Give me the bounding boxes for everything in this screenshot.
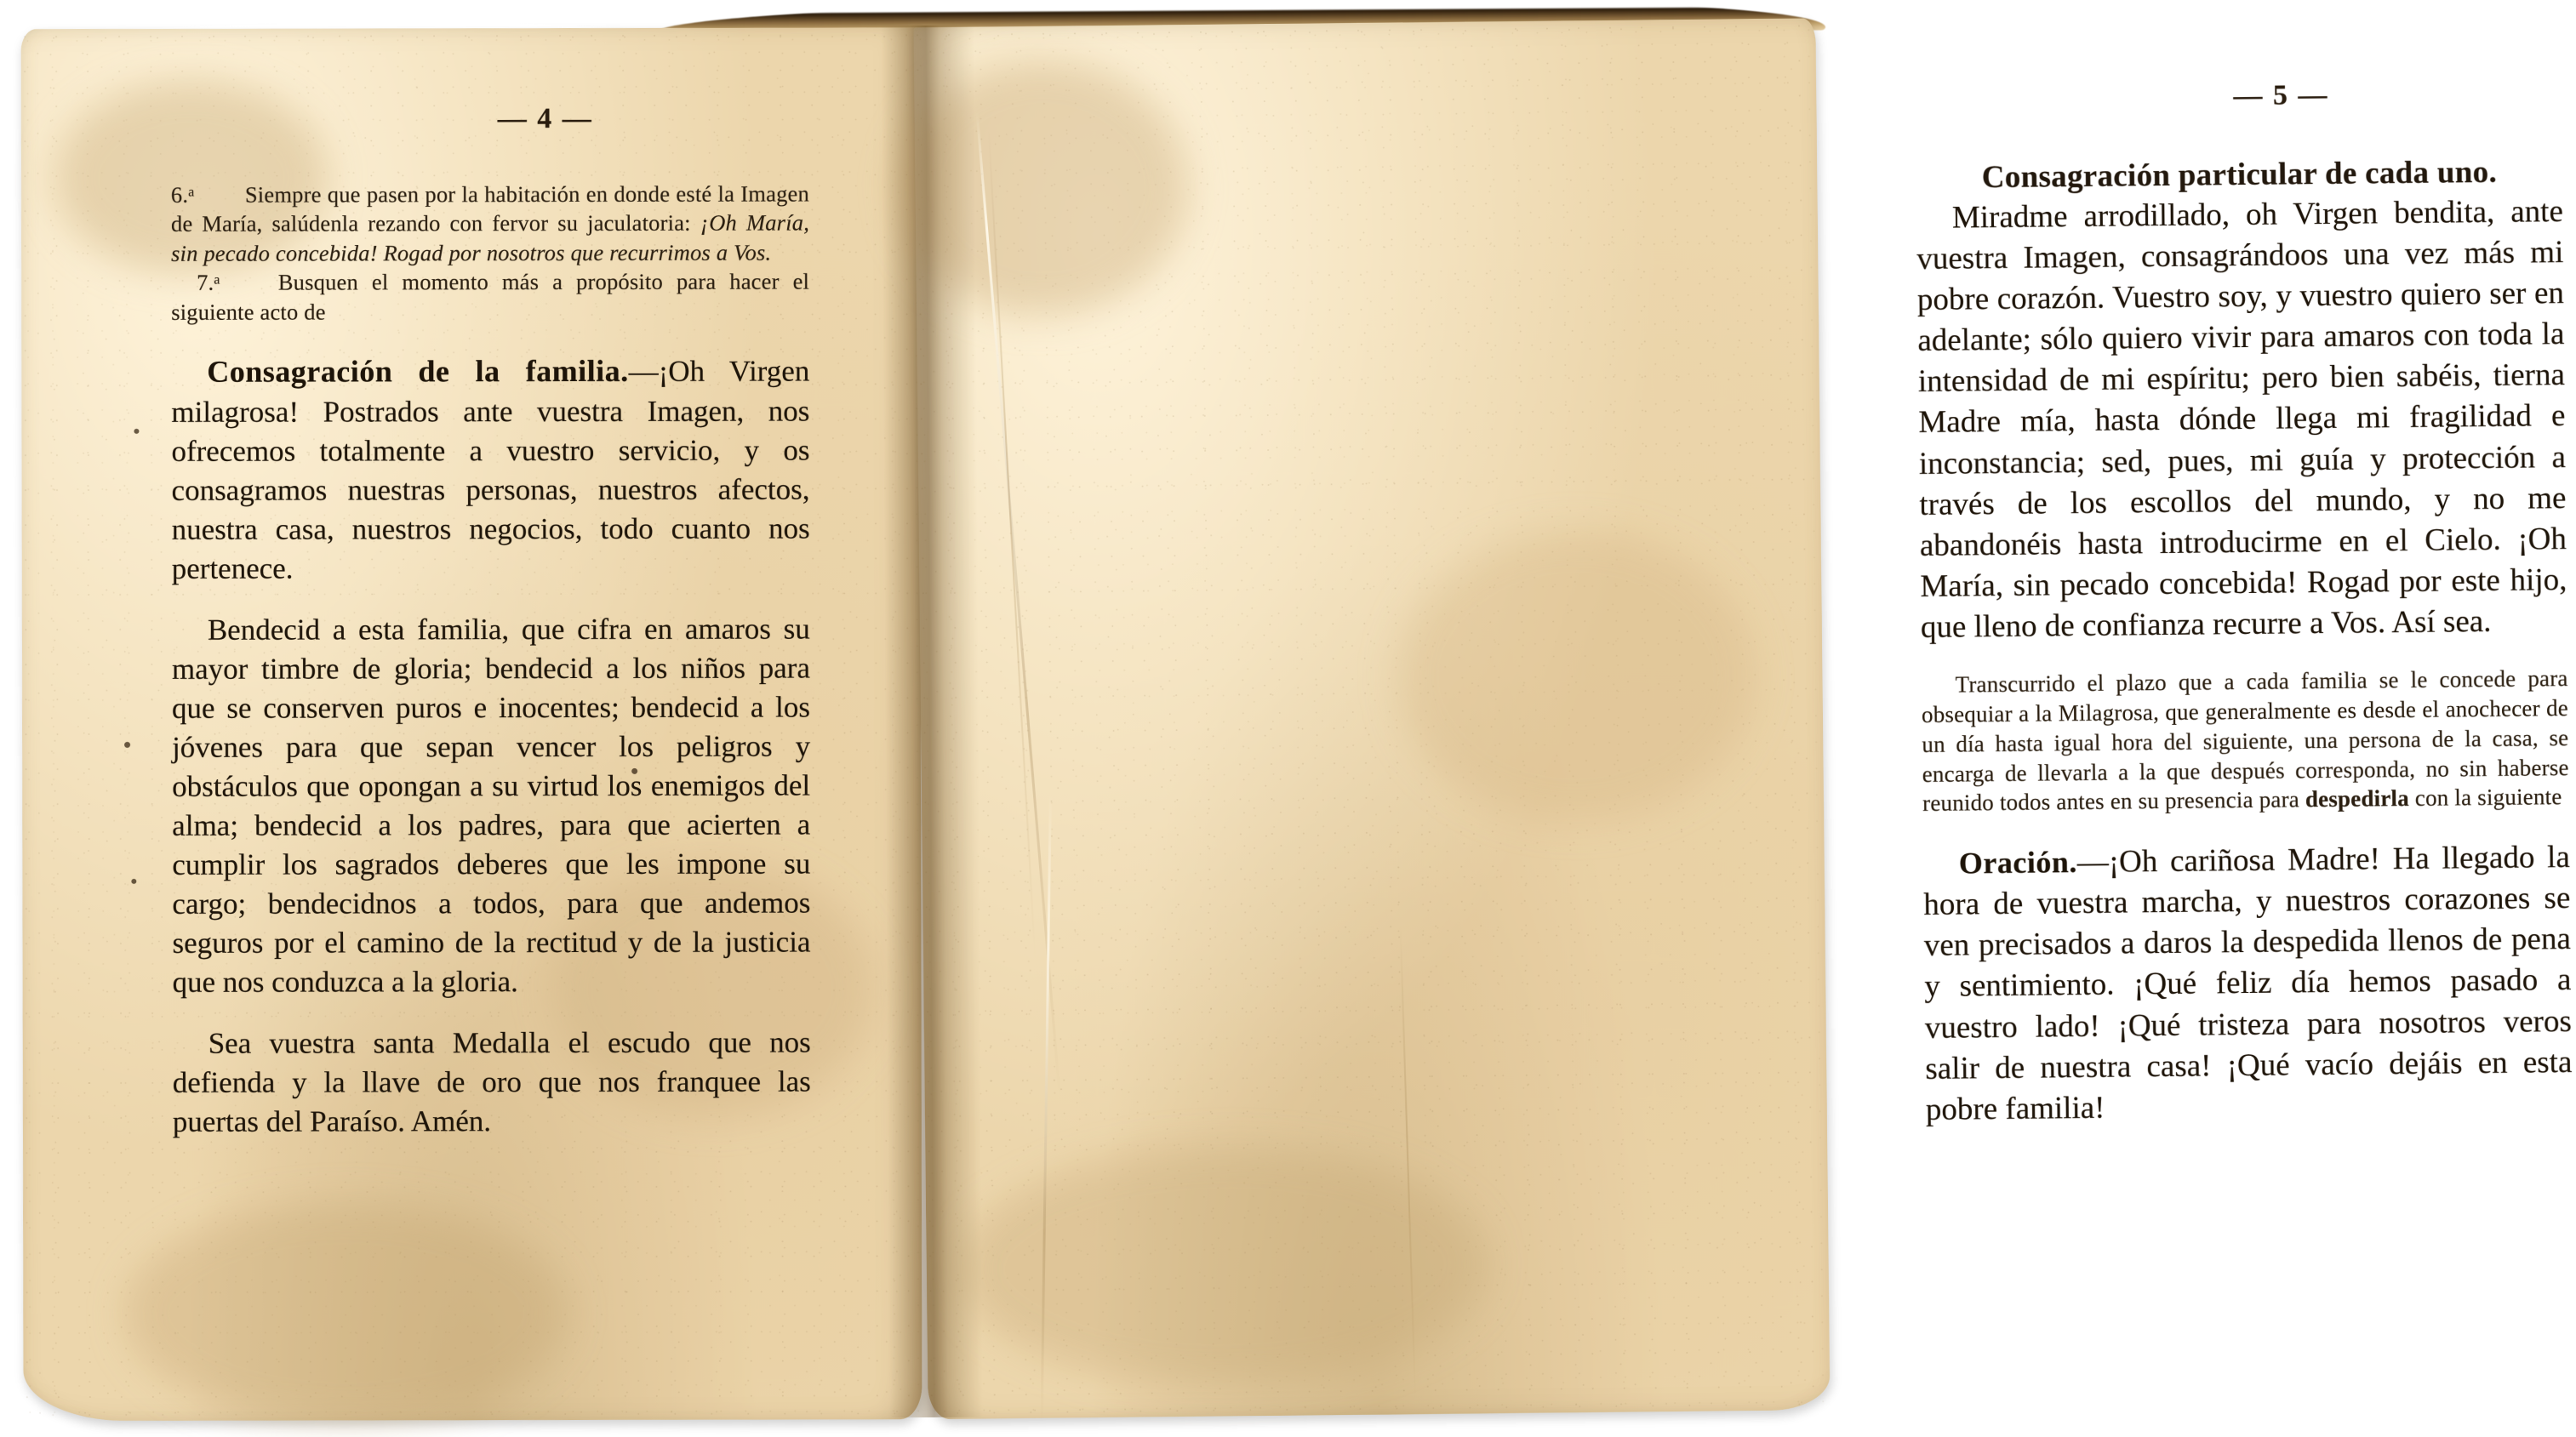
- right-page-leaf: [913, 18, 2573, 1419]
- paper-crease-right: [1400, 924, 1417, 1400]
- paper-stain: [125, 1202, 568, 1424]
- vertical-space: [172, 587, 810, 610]
- left-page-text-column: [171, 103, 811, 1142]
- consagracion-familia-block: [171, 351, 809, 589]
- oracion-title: Oración.: [1958, 845, 2078, 881]
- transcurrido-note-text-after: con la siguiente: [2408, 784, 2562, 812]
- paper-stain: [1396, 529, 1756, 822]
- paper-crease-main: [976, 111, 1061, 1095]
- consagracion-particular-title: Consagración particular de cada uno.: [1981, 154, 2498, 196]
- note-rule-6: [171, 180, 809, 269]
- consagracion-familia-paragraph-3: Sea vuestra santa Medalla el escudo que nos defienda y la llave de oro que nos franquee las puertas del Paraíso. Amén.: [172, 1025, 811, 1138]
- consagracion-familia-title: Consagración de la familia.: [207, 354, 629, 389]
- title-dash: —: [628, 355, 659, 389]
- consagracion-familia-paragraph-2: Bendecid a esta familia, que cifra en amaros su mayor timbre de gloria; bendecid a los niños para que se conserven puros e inocentes; bendecid a los jóvenes para que sepan vencer los peligros y obstáculos que opongan a su virtud los enemigos del alma; bendecid a los padres, para que acierten a cumplir los sagrados deberes que les impone su cargo; bendecidnos a todos, para que andemos seguros por el camino de la rectitud y de la justicia que nos conduzca a la gloria.: [171, 612, 811, 999]
- ink-speck: [131, 879, 136, 884]
- left-page-leaf: [21, 27, 922, 1421]
- note-text-7: Busquen el momento más a propósito para hacer el siguiente acto de: [171, 268, 810, 325]
- transcurrido-note: [1921, 664, 2569, 818]
- oracion-dash: —: [2076, 844, 2110, 881]
- note-rule-7: [171, 267, 809, 327]
- note-marker-6: 6.ᵃ: [170, 181, 195, 208]
- note-text-6-italic: ¡Oh María, sin pecado concebida! Rogad por nosotros que recurrimos a Vos.: [171, 209, 810, 266]
- transcurrido-note-text-before: Transcurrido el plazo que a cada familia se le concede para obsequiar a la Milagrosa, que generalmente es desde el anochecer de un día hasta igual hora del siguiente, una persona de la casa, se encarga de llevarla a la que después corresponda, no sin haberse reunido todos antes en su presencia para: [1921, 665, 2569, 817]
- folio-number-right: — 5 —: [2233, 78, 2329, 112]
- paper-crease-lower: [1041, 792, 1052, 1422]
- vertical-space: [171, 326, 809, 352]
- paper-stain: [959, 1144, 1489, 1388]
- paper-grain-texture-right: [913, 18, 1830, 1419]
- consagracion-familia-paragraph-1: ¡Oh Virgen milagrosa! Postrados ante vuestra Imagen, nos ofrecemos totalmente a vuestro servicio, y os consagramos nuestras personas, nuestros afectos, nuestra casa, nuestros negocios, todo cuanto nos pertenece.: [171, 354, 810, 585]
- folio-number-left: — 4 —: [497, 102, 593, 135]
- right-page-text-column: [1915, 77, 2573, 1131]
- oracion-paragraph: ¡Oh cariñosa Madre! Ha llegado la hora de vuestra marcha, y nuestros corazones se ven precisados a daros la despedida llenos de pena y sentimiento. ¡Qué feliz día hemos pasado a vuestro lado! ¡Qué tristeza para nosotros veros salir de nuestra casa! ¡Qué vacío dejáis en esta pobre familia!: [1923, 840, 2573, 1127]
- note-marker-7: 7.ᵃ: [197, 270, 220, 296]
- oracion-block: [1923, 837, 2573, 1131]
- ink-speck: [134, 429, 139, 434]
- consagracion-particular-paragraph: Miradme arrodillado, oh Virgen bendita, ante vuestra Imagen, consagrándoos una vez más mi pobre corazón. Vuestro soy, y vuestro quiero ser en adelante; sólo quiero vivir para amaros con toda la intensidad de mi espíritu; pero bien sabéis, tierna Madre mía, hasta dónde llega mi fragilidad e inconstancia; sed, pues, mi guía y protección a través de los escollos del mundo, y no me abandonéis hasta introducirme en el Cielo. ¡Oh María, sin pecado concebida! Rogad por este hijo, que lleno de confianza recurre a Vos. Así sea.: [1916, 194, 2567, 645]
- paper-crease-secondary: [988, 128, 1037, 961]
- vertical-space: [173, 1001, 811, 1024]
- note-text-6: Siempre que pasen por la habitación en donde esté la Imagen de María, salúdenla rezando con fervor su jaculatoria:: [170, 180, 809, 237]
- paper-stain: [897, 59, 1189, 317]
- transcurrido-note-bold: despedirla: [2305, 785, 2410, 813]
- ink-speck: [124, 742, 130, 748]
- open-book: [4, 1, 2573, 1434]
